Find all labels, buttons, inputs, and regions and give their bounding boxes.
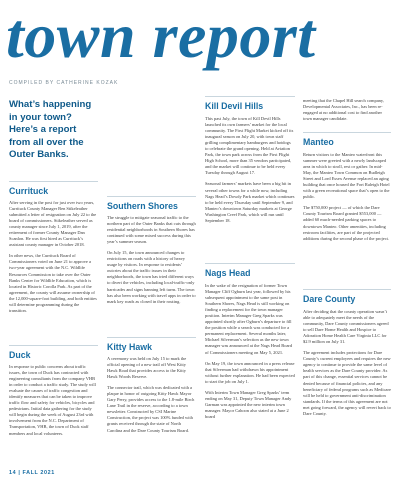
nags-head-body [205,283,295,425]
page-number: 14 [9,470,17,476]
kitty-hawk-body [107,356,196,439]
paragraph: On July 15, the town announced changes to restrictions on roads with a history of heavy usage by visitors. In response to residents’ outcries about the traffic issues in their neighborhoods, the town has tried different ways to divert the vehicles, including local-traffic-only barricades and signs banning left turns. The town has also been working with travel apps in order to mark key roads as closed in their routing. [107,250,196,304]
paragraph: In other news, the Currituck Board of Commissioners voted on June 21 to approve a two-year agreement with the N.C. Wildlife Resources Commission to take over the Outer Banks Center for Wildlife Education, which is located in Historic Corolla Park. As part of the agreement, the county will assume ownership of the 12,000-square-foot building, and both entities will determine programming during the transition. [9,253,97,313]
currituck-body [9,200,98,319]
paragraph: A ceremony was held on July 15 to mark the official opening of a new trail off West Kitty Hawk Road that provides access to the Kitty Hawk Woods Reserve. [107,356,187,380]
section-divider [107,196,196,197]
kill-devil-hills-body [205,116,295,229]
paragraph: The struggle to mitigate seasonal traffic to the northern part of the Outer Banks that cuts through residential neighborhoods in Southern Shores has continued with some mixed success during this year’s summer season. [107,215,196,245]
section-divider [303,289,391,290]
issue-label: FALL 2021 [22,470,55,476]
heading-nags-head: Nags Head [205,268,251,278]
paragraph: With Interim Town Manager Greg Sparks’ term ending on May 31, Deputy Town Manager Andy Garman was appointed the new interim town manager. Mayor Cahoon also stated at a June 2 board [205,389,292,419]
paragraph: This past July, the town of Kill Devil Hills launched its own farmers’ market for the local community. The First Flight Market kicked off its inaugural season on July 20, with town staff grilling complimentary hamburgers and hotdogs to celebrate the grand opening. Held at Aviation Park, the town park across from the First Flight High School, more than 35 vendors participated, and the market will continue to be held every Tuesday through August 17. [205,116,294,176]
paragraph: After serving in the post for just over two years, Currituck County Manager Ben Stikeleather submitted a letter of resignation on July 22 to the board of commissioners. Stikeleather served as county manager since July 1, 2019, after the retirement of former County Manager Dan Scanlon. He was first hired as Currituck’s assistant county manager in October 2018. [9,200,97,248]
heading-kill-devil-hills: Kill Devil Hills [205,101,264,111]
paragraph: The connector trail, which was dedicated with a plaque in honor of outgoing Kitty Hawk Mayor Gary Perry, provides access to the 1.8-mile Birch Lane Trail in the reserve, according to a town newsletter. Constructed by CSI Marine Construction, the project was 100% funded with grants received through the state of North Carolina and the Dare County Tourism Board. [107,385,195,433]
dare-county-body [303,309,391,422]
intro-blurb: What’s happening in your town? Here’s a report from all over the Outer Banks. [9,99,92,160]
heading-duck: Duck [9,350,31,360]
section-divider [9,345,98,346]
southern-shores-body [107,215,196,310]
section-divider [303,132,391,133]
masthead-title: town report [6,0,316,71]
heading-dare-county: Dare County [303,294,356,304]
paragraph: Return visitors to the Manteo waterfront this summer were greeted with a newly landscaped area in which to stroll, rest or gather. In mid-May, the Manteo Town Common on Budleigh Street and Lord Essex Avenue replaced an aging building that once housed the Fort Raleigh Hotel with a green recreational space that’s open to the public. [303,152,390,200]
nags-head-continued [303,98,391,127]
heading-currituck: Currituck [9,186,49,196]
section-divider [205,96,295,97]
heading-manteo: Manteo [303,137,334,147]
byline: COMPILED BY CATHERINE KOZAK [9,80,119,86]
page-footer [9,470,55,476]
paragraph: meeting that the Chapel Hill search company, Developmental Associates, Inc., has been re-engaged at no additional cost to find another town manager candidate. [303,98,384,122]
footer-separator: | [18,470,21,476]
heading-kitty-hawk: Kitty Hawk [107,342,152,352]
paragraph: Seasonal farmers’ markets have been a big hit in several other towns for a while now, including Nags Head’s Dowdy Park market which continues to be held every Thursday until September 9, and Manteo’s downtown Saturday markets at George Washington Creef Park, which will run until September 18. [205,181,295,223]
paragraph: On May 19, the town announced in a press release that Silverman had withdrawn his appointment without further explanation. He had been expected to start the job on July 1. [205,360,295,384]
section-divider [205,263,295,264]
section-divider [9,181,98,182]
paragraph: After deciding that the county operation wasn’t able to adequately meet the needs of the community, Dare County commissioners agreed to sell Dare Home Health and Hospice to Adoration Home Health Care Virginia LLC for $2.9 million on July 31. [303,309,389,345]
paragraph: The $750,000 project — of which the Dare County Tourism Board granted $553,000 — added 60 much-needed parking spaces to downtown Manteo. Other amenities, including restroom facilities, are part of the projected additions during the second phase of the project. [303,205,390,241]
heading-southern-shores: Southern Shores [107,201,178,211]
paragraph: In response to public concerns about traffic issues, the town of Duck has contracted with engineering consultants from the company VHB in order to conduct a traffic study. The study will evaluate the causes of traffic congestion and identify measures that can be taken to improve traffic flow and safety for vehicles, bicycles and pedestrians. Initial data gathering for the study will begin during the week of August 23rd with involvement from the N.C. Department of Transportation, VHB, the town of Duck staff members and local volunteers. [9,364,96,436]
paragraph: In the wake of the resignation of former Town Manager Cliff Ogburn last year, followed by his subsequent appointment to the same post in Southern Shores, Nags Head is still working on finding a replacement for the town manager position. Interim Manager Greg Sparks was appointed shortly after Ogburn’s departure to fill the position while a search was conducted for a permanent replacement. Several months later, Michael Silverman’s selection as the new town manager was announced at the Nags Head Board of Commissioners meeting on May 5, 2021. [205,283,293,355]
manteo-body [303,152,391,247]
section-divider [107,337,196,338]
duck-body [9,364,98,442]
paragraph: The agreement includes protections for Dare County’s current employees and requires the new agency to continue to provide the same level of health services as the Dare County provider. As part of this change, essential services cannot be denied because of financial policies, and any beneficiary of federal programs such as Medicare will be held to government anti-discrimination standards. If the terms of this agreement are not met going forward, the agency will revert back to Dare County. [303,350,391,416]
